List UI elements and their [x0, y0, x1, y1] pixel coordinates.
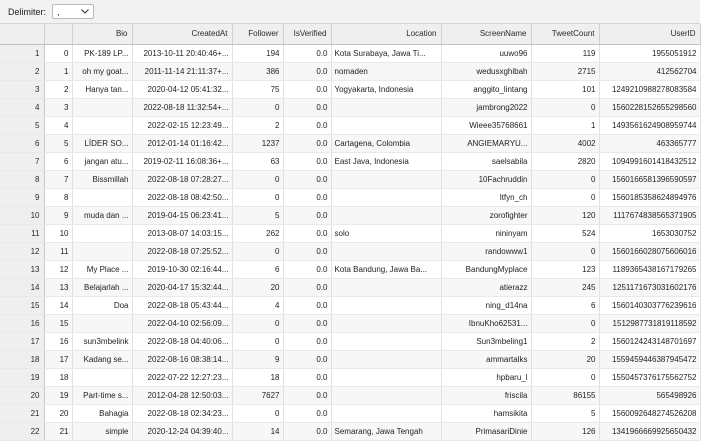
table-cell[interactable]: 0.0	[283, 332, 331, 350]
chevron-down-icon	[81, 9, 89, 14]
table-row[interactable]	[0, 296, 700, 314]
table-cell[interactable]: 18	[232, 368, 283, 386]
table-cell[interactable]: 194	[232, 44, 283, 62]
row-header[interactable]: 7	[0, 152, 44, 170]
row-header[interactable]: 2	[0, 62, 44, 80]
table-cell[interactable]: 2022-07-22 12:27:23...	[132, 368, 232, 386]
table-cell[interactable]: ammartalks	[441, 350, 531, 368]
table-cell[interactable]: 2820	[531, 152, 599, 170]
table-cell[interactable]: 1653030752	[599, 224, 700, 242]
table-row[interactable]	[0, 368, 700, 386]
table-cell[interactable]: 2022-08-18 11:32:54+...	[132, 98, 232, 116]
table-cell[interactable]: hpbaru_l	[441, 368, 531, 386]
table-cell[interactable]: 0.0	[283, 152, 331, 170]
table-row[interactable]	[0, 224, 700, 242]
table-cell[interactable]: Belajarlah ...	[72, 278, 132, 296]
table-cell[interactable]: 2013-08-07 14:03:15...	[132, 224, 232, 242]
table-cell[interactable]: 2019-10-30 02:16:44...	[132, 260, 232, 278]
table-row[interactable]	[0, 206, 700, 224]
row-header[interactable]: 14	[0, 278, 44, 296]
table-cell[interactable]: simple	[72, 422, 132, 440]
table-cell[interactable]: Kota Bandung, Jawa Ba...	[331, 260, 441, 278]
row-header[interactable]: 15	[0, 296, 44, 314]
table-cell[interactable]: 0	[531, 368, 599, 386]
row-header[interactable]: 16	[0, 314, 44, 332]
table-cell[interactable]: jambrong2022	[441, 98, 531, 116]
row-header[interactable]: 19	[0, 368, 44, 386]
table-row[interactable]	[0, 152, 700, 170]
table-cell[interactable]: 7	[44, 170, 72, 188]
table-cell[interactable]: 0.0	[283, 242, 331, 260]
table-cell[interactable]: PrimasariDinie	[441, 422, 531, 440]
table-row[interactable]	[0, 80, 700, 98]
table-cell[interactable]: My Place ...	[72, 260, 132, 278]
table-cell[interactable]	[331, 188, 441, 206]
table-cell[interactable]: 20	[44, 404, 72, 422]
table-cell[interactable]	[331, 98, 441, 116]
table-cell[interactable]: 10	[44, 224, 72, 242]
table-cell[interactable]	[72, 314, 132, 332]
table-row[interactable]	[0, 260, 700, 278]
table-row[interactable]	[0, 44, 700, 62]
table-cell[interactable]: 15	[44, 314, 72, 332]
table-cell[interactable]: 245	[531, 278, 599, 296]
row-header[interactable]: 11	[0, 224, 44, 242]
table-row[interactable]	[0, 242, 700, 260]
table-row[interactable]	[0, 332, 700, 350]
table-cell[interactable]: 2022-02-15 12:23:49...	[132, 116, 232, 134]
table-cell[interactable]: 262	[232, 224, 283, 242]
table-cell[interactable]: 2012-01-14 01:16:42...	[132, 134, 232, 152]
table-cell[interactable]: Kota Surabaya, Jawa Ti...	[331, 44, 441, 62]
table-cell[interactable]: 9	[232, 350, 283, 368]
table-cell[interactable]: 7627	[232, 386, 283, 404]
table-row[interactable]	[0, 278, 700, 296]
table-row[interactable]	[0, 404, 700, 422]
row-header[interactable]: 6	[0, 134, 44, 152]
table-cell[interactable]: 0	[531, 242, 599, 260]
table-cell[interactable]: 0.0	[283, 116, 331, 134]
column-header[interactable]: Follower	[232, 24, 283, 44]
table-cell[interactable]: 101	[531, 80, 599, 98]
table-cell[interactable]: nomaden	[331, 62, 441, 80]
table-cell[interactable]: 1560166581396590597	[599, 170, 700, 188]
row-header[interactable]: 4	[0, 98, 44, 116]
table-cell[interactable]: 0.0	[283, 206, 331, 224]
table-cell[interactable]: 2020-12-24 04:39:40...	[132, 422, 232, 440]
table-cell[interactable]: 13	[44, 278, 72, 296]
table-cell[interactable]: 0.0	[283, 314, 331, 332]
table-cell[interactable]: 2012-04-28 12:50:03...	[132, 386, 232, 404]
row-header[interactable]: 12	[0, 242, 44, 260]
table-cell[interactable]: 0	[531, 170, 599, 188]
table-cell[interactable]: 1493561624908959744	[599, 116, 700, 134]
table-cell[interactable]: 386	[232, 62, 283, 80]
table-cell[interactable]: 0.0	[283, 386, 331, 404]
table-cell[interactable]: 6	[44, 152, 72, 170]
column-header[interactable]: Location	[331, 24, 441, 44]
table-cell[interactable]	[331, 116, 441, 134]
table-cell[interactable]	[331, 314, 441, 332]
row-header[interactable]: 3	[0, 80, 44, 98]
table-cell[interactable]: 1550457376175562752	[599, 368, 700, 386]
table-cell[interactable]: 1560166028075606016	[599, 242, 700, 260]
table-cell[interactable]: 0.0	[283, 62, 331, 80]
table-cell[interactable]	[331, 206, 441, 224]
table-cell[interactable]: 4	[232, 296, 283, 314]
table-cell[interactable]: 1341966669925650432	[599, 422, 700, 440]
table-cell[interactable]	[331, 242, 441, 260]
table-cell[interactable]: 0.0	[283, 224, 331, 242]
table-cell[interactable]: oh my goat...	[72, 62, 132, 80]
table-cell[interactable]: 0	[232, 98, 283, 116]
table-cell[interactable]: 123	[531, 260, 599, 278]
table-row[interactable]	[0, 386, 700, 404]
table-row[interactable]	[0, 314, 700, 332]
row-header[interactable]: 21	[0, 404, 44, 422]
table-cell[interactable]	[331, 170, 441, 188]
table-cell[interactable]: 1512987731819118592	[599, 314, 700, 332]
table-cell[interactable]: 1560185358624894976	[599, 188, 700, 206]
data-grid[interactable]	[0, 24, 700, 436]
table-cell[interactable]	[331, 404, 441, 422]
table-cell[interactable]: 1559459446387945472	[599, 350, 700, 368]
table-cell[interactable]: 1117674838565371905	[599, 206, 700, 224]
table-cell[interactable]: Part-time s...	[72, 386, 132, 404]
table-cell[interactable]: 0.0	[283, 368, 331, 386]
table-cell[interactable]: solo	[331, 224, 441, 242]
table-cell[interactable]: 2020-04-12 05:41:32...	[132, 80, 232, 98]
table-cell[interactable]: jangan atu...	[72, 152, 132, 170]
table-cell[interactable]: 0.0	[283, 80, 331, 98]
table-cell[interactable]	[331, 350, 441, 368]
table-cell[interactable]	[72, 224, 132, 242]
delimiter-value: ,	[57, 6, 60, 17]
table-cell[interactable]: BandungMyplace	[441, 260, 531, 278]
table-cell[interactable]	[72, 98, 132, 116]
row-header[interactable]: 10	[0, 206, 44, 224]
table-cell[interactable]: 524	[531, 224, 599, 242]
table-cell[interactable]: 86155	[531, 386, 599, 404]
table-cell[interactable]: 0.0	[283, 422, 331, 440]
table-cell[interactable]: 63	[232, 152, 283, 170]
table-cell[interactable]: 2022-08-18 04:40:06...	[132, 332, 232, 350]
table-cell[interactable]: 0.0	[283, 278, 331, 296]
table-row[interactable]	[0, 116, 700, 134]
table-cell[interactable]: 0	[232, 188, 283, 206]
table-cell[interactable]: 0	[232, 404, 283, 422]
table-cell[interactable]: 0.0	[283, 170, 331, 188]
table-cell[interactable]: 120	[531, 206, 599, 224]
table-cell[interactable]: Bahagia	[72, 404, 132, 422]
table-cell[interactable]: Cartagena, Colombia	[331, 134, 441, 152]
table-row[interactable]	[0, 134, 700, 152]
column-header[interactable]: CreatedAt	[132, 24, 232, 44]
table-cell[interactable]: 17	[44, 350, 72, 368]
table-cell[interactable]: 2022-08-18 07:28:27...	[132, 170, 232, 188]
table-cell[interactable]: 19	[44, 386, 72, 404]
table-cell[interactable]: 11	[44, 242, 72, 260]
table-cell[interactable]: 1	[44, 62, 72, 80]
table-cell[interactable]: 0	[232, 170, 283, 188]
table-cell[interactable]	[72, 242, 132, 260]
table-cell[interactable]: 1560124243148701697	[599, 332, 700, 350]
table-cell[interactable]: uuwo96	[441, 44, 531, 62]
row-header[interactable]: 13	[0, 260, 44, 278]
delimiter-select[interactable]	[52, 4, 94, 19]
table-cell[interactable]: 0.0	[283, 260, 331, 278]
table-cell[interactable]: 0	[232, 242, 283, 260]
table-cell[interactable]: 2	[232, 116, 283, 134]
column-header[interactable]: IsVerified	[283, 24, 331, 44]
table-cell[interactable]: 1560140303776239616	[599, 296, 700, 314]
table-cell[interactable]: 14	[232, 422, 283, 440]
row-header[interactable]: 20	[0, 386, 44, 404]
table-cell[interactable]: hamsikita	[441, 404, 531, 422]
table-cell[interactable]: ANGIEMARYU...	[441, 134, 531, 152]
table-cell[interactable]: 2715	[531, 62, 599, 80]
table-cell[interactable]: 0.0	[283, 134, 331, 152]
row-header[interactable]: 1	[0, 44, 44, 62]
column-header[interactable]: TweetCount	[531, 24, 599, 44]
table-cell[interactable]: 2020-04-17 15:32:44...	[132, 278, 232, 296]
table-cell[interactable]: 20	[531, 350, 599, 368]
table-cell[interactable]: 5	[44, 134, 72, 152]
table-cell[interactable]: anggito_lintang	[441, 80, 531, 98]
table-cell[interactable]	[331, 278, 441, 296]
table-cell[interactable]: Kadang se...	[72, 350, 132, 368]
table-cell[interactable]: 0	[44, 44, 72, 62]
table-cell[interactable]: East Java, Indonesia	[331, 152, 441, 170]
table-cell[interactable]	[331, 368, 441, 386]
data-table	[0, 24, 701, 441]
table-cell[interactable]: Bissmillah	[72, 170, 132, 188]
table-cell[interactable]: 1094991601418432512	[599, 152, 700, 170]
table-cell[interactable]: Hanya tan...	[72, 80, 132, 98]
row-header[interactable]: 22	[0, 422, 44, 440]
table-cell[interactable]: 1251171673031602176	[599, 278, 700, 296]
table-cell[interactable]: 1237	[232, 134, 283, 152]
row-header[interactable]: 9	[0, 188, 44, 206]
table-cell[interactable]: 565498926	[599, 386, 700, 404]
table-cell[interactable]: IbnuKho62531...	[441, 314, 531, 332]
row-header[interactable]: 17	[0, 332, 44, 350]
table-cell[interactable]: 4002	[531, 134, 599, 152]
header-row	[0, 24, 700, 44]
table-cell[interactable]: 0.0	[283, 296, 331, 314]
table-row[interactable]	[0, 188, 700, 206]
toolbar	[0, 0, 700, 24]
table-cell[interactable]: nininyam	[441, 224, 531, 242]
table-cell[interactable]: 21	[44, 422, 72, 440]
table-cell[interactable]: 0	[531, 188, 599, 206]
table-row[interactable]	[0, 62, 700, 80]
table-cell[interactable]: 8	[44, 188, 72, 206]
table-cell[interactable]: 1560228152655298560	[599, 98, 700, 116]
table-cell[interactable]: 6	[232, 260, 283, 278]
table-cell[interactable]: 463365777	[599, 134, 700, 152]
corner-header[interactable]	[0, 24, 44, 44]
table-cell[interactable]: 20	[232, 278, 283, 296]
table-cell[interactable]: 75	[232, 80, 283, 98]
table-cell[interactable]: 0.0	[283, 404, 331, 422]
table-cell[interactable]: 0.0	[283, 350, 331, 368]
table-cell[interactable]: Sun3mbeling1	[441, 332, 531, 350]
table-cell[interactable]: 2022-04-10 02:56:09...	[132, 314, 232, 332]
table-cell[interactable]: 0.0	[283, 44, 331, 62]
table-cell[interactable]: Yogyakarta, Indonesia	[331, 80, 441, 98]
table-cell[interactable]: 14	[44, 296, 72, 314]
table-cell[interactable]: LÍDER SO...	[72, 134, 132, 152]
column-header[interactable]: Bio	[72, 24, 132, 44]
table-cell[interactable]: 2022-08-18 02:34:23...	[132, 404, 232, 422]
table-cell[interactable]: 0	[531, 98, 599, 116]
table-cell[interactable]: friscila	[441, 386, 531, 404]
table-cell[interactable]: 0.0	[283, 188, 331, 206]
table-cell[interactable]	[331, 386, 441, 404]
table-body	[0, 44, 700, 440]
table-cell[interactable]: atierazz	[441, 278, 531, 296]
row-header[interactable]: 8	[0, 170, 44, 188]
table-row[interactable]	[0, 170, 700, 188]
table-cell[interactable]	[72, 188, 132, 206]
table-row[interactable]	[0, 422, 700, 440]
table-cell[interactable]: ning_d14na	[441, 296, 531, 314]
table-cell[interactable]: ltfyn_ch	[441, 188, 531, 206]
table-cell[interactable]: randowww1	[441, 242, 531, 260]
table-cell[interactable]: 0	[531, 314, 599, 332]
table-cell[interactable]: 2022-08-18 05:43:44...	[132, 296, 232, 314]
column-header[interactable]: ScreenName	[441, 24, 531, 44]
row-header[interactable]: 5	[0, 116, 44, 134]
table-cell[interactable]: 12	[44, 260, 72, 278]
table-cell[interactable]: 2022-08-16 08:38:14...	[132, 350, 232, 368]
table-cell[interactable]: 3	[44, 98, 72, 116]
table-cell[interactable]: PK-189 LP...	[72, 44, 132, 62]
table-cell[interactable]: 1	[531, 116, 599, 134]
table-cell[interactable]: 9	[44, 206, 72, 224]
table-row[interactable]	[0, 350, 700, 368]
table-cell[interactable]: 10Fachruddin	[441, 170, 531, 188]
column-header[interactable]: UserID	[599, 24, 700, 44]
table-cell[interactable]: Semarang, Jawa Tengah	[331, 422, 441, 440]
table-cell[interactable]: 5	[232, 206, 283, 224]
table-row[interactable]	[0, 98, 700, 116]
table-cell[interactable]: 1560092648274526208	[599, 404, 700, 422]
table-cell[interactable]: 18	[44, 368, 72, 386]
table-cell[interactable]: 2022-08-18 08:42:50...	[132, 188, 232, 206]
table-cell[interactable]: 2011-11-14 21:11:37+...	[132, 62, 232, 80]
table-cell[interactable]: zorofighter	[441, 206, 531, 224]
table-cell[interactable]: 6	[531, 296, 599, 314]
table-cell[interactable]: 1249210988278083584	[599, 80, 700, 98]
table-cell[interactable]: 0	[232, 332, 283, 350]
table-cell[interactable]	[72, 368, 132, 386]
table-cell[interactable]: 2019-02-11 16:08:36+...	[132, 152, 232, 170]
table-cell[interactable]	[331, 296, 441, 314]
column-header[interactable]	[44, 24, 72, 44]
table-cell[interactable]: sun3mbelink	[72, 332, 132, 350]
table-cell[interactable]: 119	[531, 44, 599, 62]
table-cell[interactable]: 2	[44, 80, 72, 98]
table-cell[interactable]: 126	[531, 422, 599, 440]
table-cell[interactable]: 2022-08-18 07:25:52...	[132, 242, 232, 260]
table-cell[interactable]	[72, 116, 132, 134]
table-cell[interactable]: 2	[531, 332, 599, 350]
table-cell[interactable]: 0	[232, 314, 283, 332]
table-cell[interactable]: 0.0	[283, 98, 331, 116]
table-cell[interactable]: 16	[44, 332, 72, 350]
table-cell[interactable]: 1189365438167179265	[599, 260, 700, 278]
table-cell[interactable]: 5	[531, 404, 599, 422]
table-cell[interactable]: 1955051912	[599, 44, 700, 62]
row-header[interactable]: 18	[0, 350, 44, 368]
table-cell[interactable]: 4	[44, 116, 72, 134]
table-cell[interactable]	[331, 332, 441, 350]
table-cell[interactable]: wedusxghibah	[441, 62, 531, 80]
table-cell[interactable]: 2013-10-11 20:40:46+...	[132, 44, 232, 62]
table-cell[interactable]: saelsabila	[441, 152, 531, 170]
table-cell[interactable]: Wieee35768661	[441, 116, 531, 134]
table-cell[interactable]: 2019-04-15 06:23:41...	[132, 206, 232, 224]
table-cell[interactable]: 412562704	[599, 62, 700, 80]
table-cell[interactable]: muda dan ...	[72, 206, 132, 224]
table-cell[interactable]: Doa	[72, 296, 132, 314]
delimiter-label: Delimiter:	[8, 6, 47, 17]
